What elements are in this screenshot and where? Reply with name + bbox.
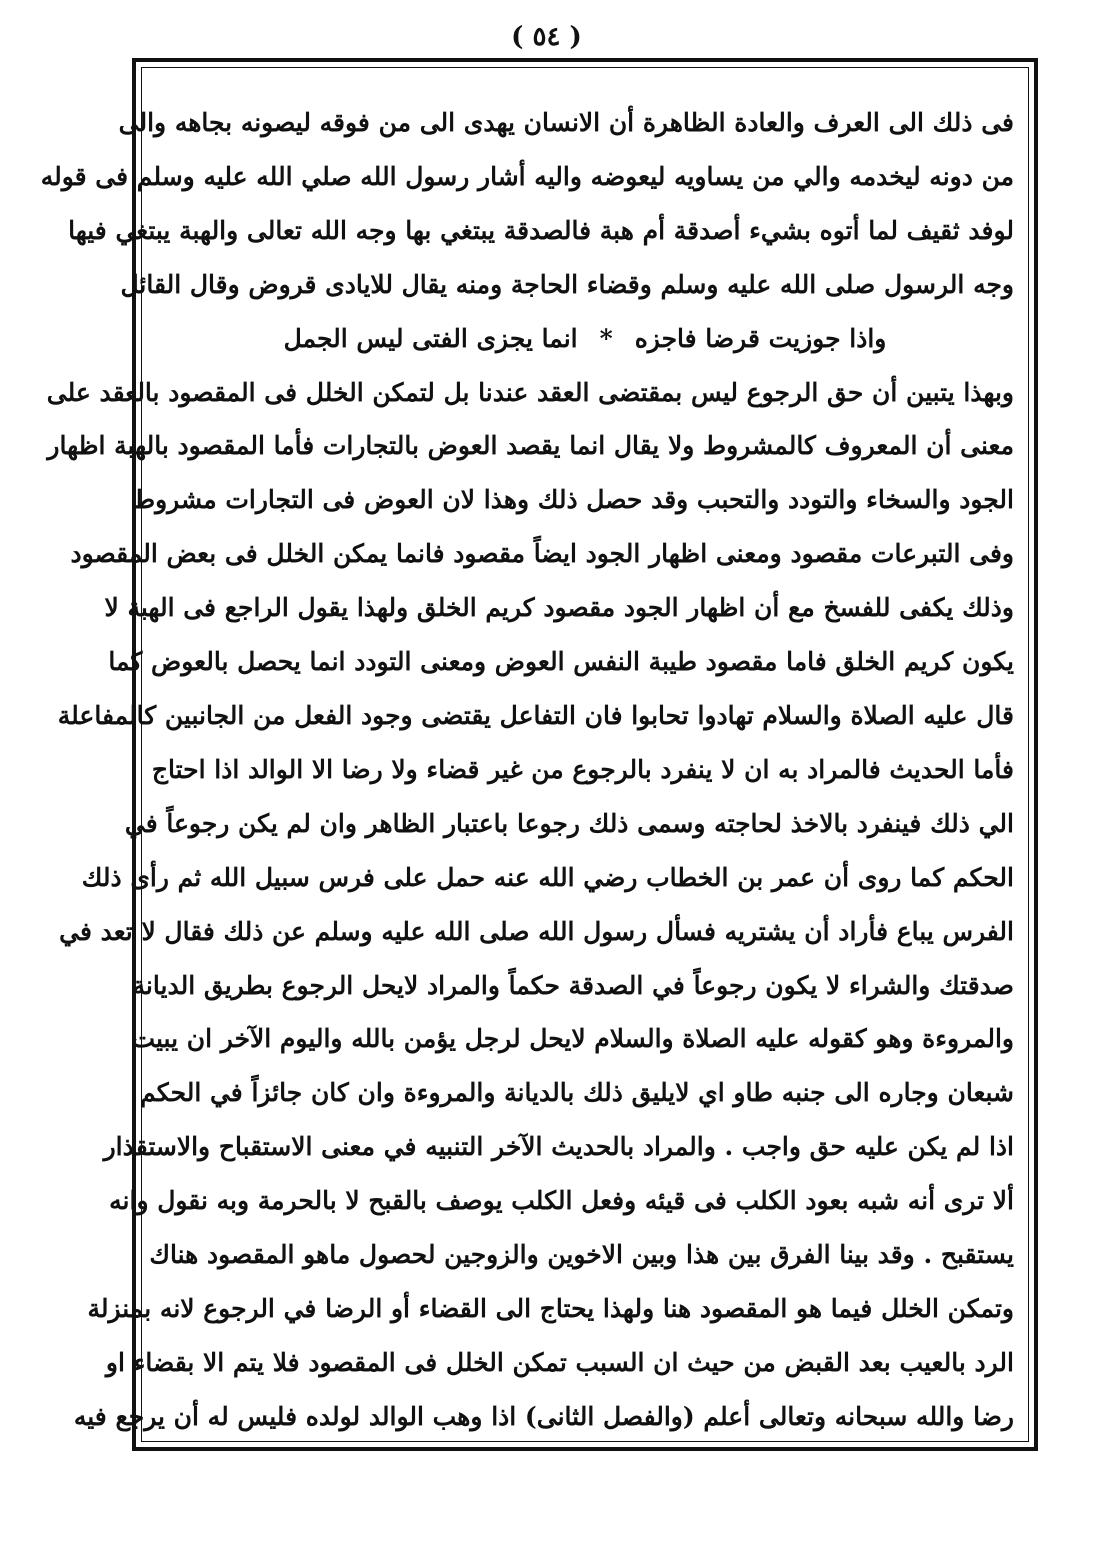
- page-number: ( ٥٤ ): [511, 22, 582, 52]
- text-line: فأما الحديث فالمراد به ان لا ينفرد بالرجوع من غير قضاء ولا رضا الا الوالد اذا احتاج: [151, 754, 1014, 784]
- text-line: يكون كريم الخلق فاما مقصود طيبة النفس العوض ومعنى التودد انما يحصل بالعوض كما: [108, 647, 1014, 677]
- text-line: شبعان وجاره الى جنبه طاو اي لايليق ذلك بالديانة والمروءة وان كان جائزاً في الحكم: [140, 1078, 1014, 1108]
- verse-first-hemistich: واذا جوزيت قرضا فاجزه: [634, 323, 887, 353]
- text-line: قال عليه الصلاة والسلام تهادوا تحابوا فان التفاعل يقتضى وجود الفعل من الجانبين كالمفاعلة: [57, 700, 1014, 730]
- text-line: من دونه ليخدمه والي من يساويه ليعوضه واليه أشار رسول الله صلي الله عليه وسلم فى قوله: [40, 161, 1014, 191]
- text-line: والمروءة وهو كقوله عليه الصلاة والسلام لايحل لرجل يؤمن بالله واليوم الآخر ان يبيت: [131, 1024, 1014, 1054]
- text-line: الجود والسخاء والتودد والتحبب وقد حصل ذلك وهذا لان العوض فى التجارات مشروط: [131, 485, 1014, 515]
- text-line: صدقتك والشراء لا يكون رجوعاً في الصدقة حكماً والمراد لايحل الرجوع بطريق الديانة: [132, 970, 1014, 1000]
- text-line: لوفد ثقيف لما أتوه بشيء أصدقة أم هبة فالصدقة يبتغي بها وجه الله تعالى والهبة يبتغي فيها: [68, 215, 1014, 245]
- text-line: يستقبح . وقد بينا الفرق بين هذا وبين الاخوين والزوجين لحصول ماهو المقصود هناك: [149, 1240, 1014, 1270]
- text-line: الي ذلك فينفرد بالاخذ لحاجته وسمى ذلك رجوعا باعتبار الظاهر وان لم يكن رجوعاً في: [124, 808, 1014, 838]
- text-line: فى ذلك الى العرف والعادة الظاهرة أن الانسان يهدى الى من فوقه ليصونه بجاهه والى: [118, 108, 1014, 137]
- text-line: وفى التبرعات مقصود ومعنى اظهار الجود ايضاً مقصود فانما يمكن الخلل فى بعض المقصود: [70, 539, 1014, 569]
- text-line: الفرس يباع فأراد أن يشتريه فسأل رسول الله صلى الله عليه وسلم عن ذلك فقال لا تعد في: [59, 916, 1014, 946]
- poetry-verse: [156, 312, 1014, 366]
- verse-separator: *: [599, 323, 613, 353]
- text-line: رضا والله سبحانه وتعالى أعلم (والفصل الثانى) اذا وهب الوالد لولده فليس له أن يرجع فيه: [73, 1401, 1014, 1431]
- text-line: الرد بالعيب بعد القبض من حيث ان السبب تمكن الخلل فى المقصود فلا يتم الا بقضاء او: [105, 1347, 1014, 1377]
- verse-second-hemistich: انما يجزى الفتى ليس الجمل: [283, 323, 578, 353]
- text-line: الحكم كما روى أن عمر بن الخطاب رضي الله عنه حمل على فرس سبيل الله ثم رأى ذلك: [81, 862, 1014, 892]
- text-line: وذلك يكفى للفسخ مع أن اظهار الجود مقصود كريم الخلق ولهذا يقول الراجع فى الهبة لا: [104, 593, 1014, 623]
- page-frame-inner: [40, 67, 1029, 1442]
- text-line: اذا لم يكن عليه حق واجب . والمراد بالحديث الآخر التنبيه في معنى الاستقباح والاستقذار: [103, 1132, 1014, 1162]
- text-line: معنى أن المعروف كالمشروط ولا يقال انما يقصد العوض بالتجارات فأما المقصود بالهبة اظهار: [47, 431, 1014, 461]
- text-line: وتمكن الخلل فيما هو المقصود هنا ولهذا يحتاج الى القضاء أو الرضا في الرجوع لانه بمنزلة: [87, 1293, 1014, 1323]
- text-line: ألا ترى أنه شبه بعود الكلب فى قيئه وفعل الكلب يوصف بالقبح لا بالحرمة وبه نقول وانه: [109, 1186, 1014, 1216]
- text-line: وجه الرسول صلى الله عليه وسلم وقضاء الحاجة ومنه يقال للايادى قروض وقال القائل: [120, 269, 1014, 299]
- text-line: وبهذا يتبين أن حق الرجوع ليس بمقتضى العقد عندنا بل لتمكن الخلل فى المقصود بالعقد على: [46, 377, 1014, 407]
- page-frame: [40, 58, 1038, 1451]
- text-body: [40, 96, 1014, 1444]
